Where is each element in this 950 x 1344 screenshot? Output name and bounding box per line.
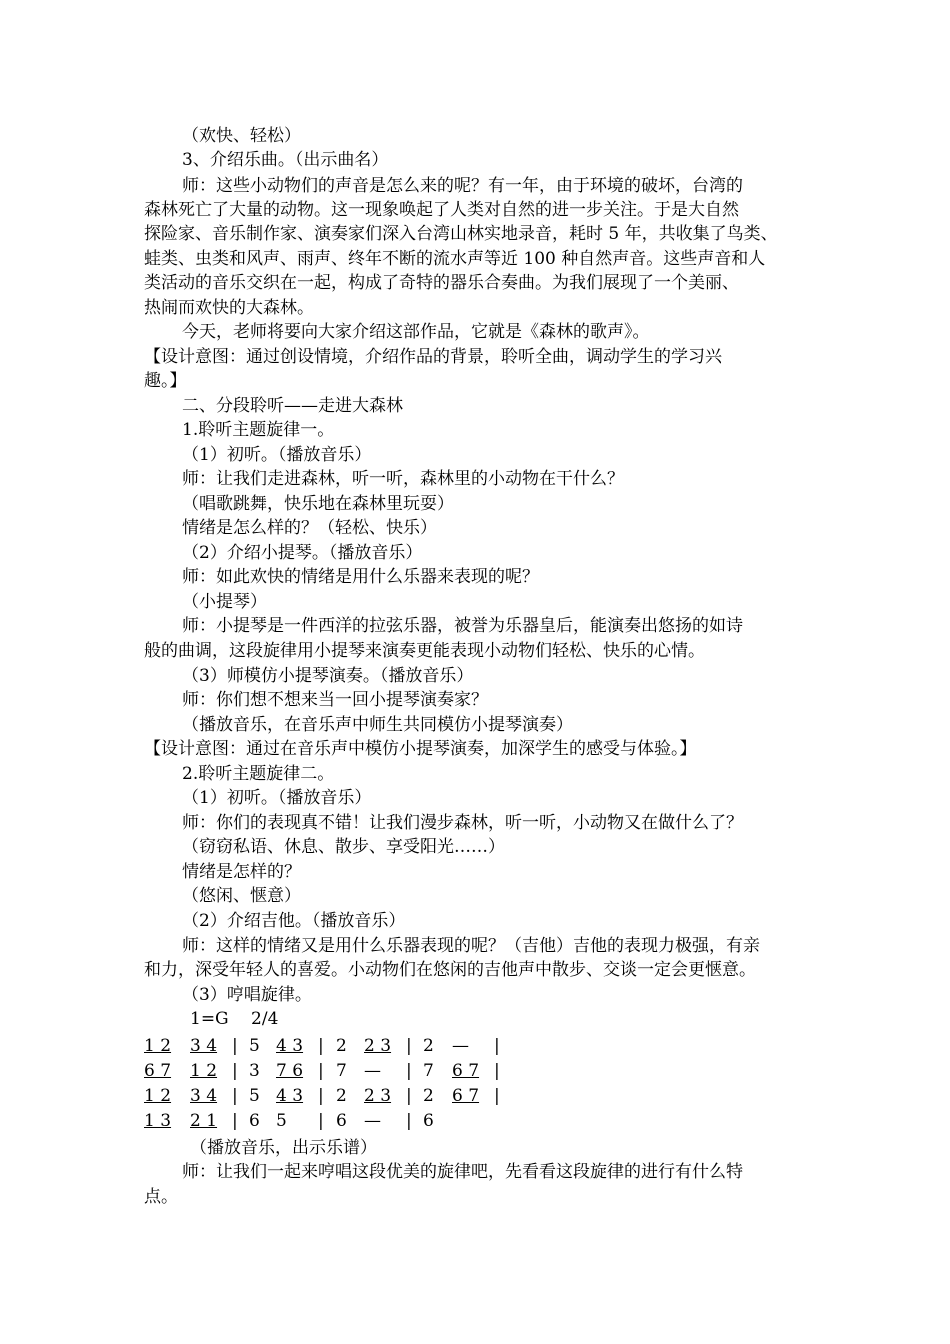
text-line: 森林死亡了大量的动物。这一现象唤起了人类对自然的进一步关注。于是大自然 <box>144 200 739 220</box>
bar-line: | <box>406 1086 412 1106</box>
score-note: 6 <box>336 1111 347 1131</box>
score-note: 2 3 <box>364 1086 392 1106</box>
score-note: 3 4 <box>190 1086 218 1106</box>
score-note: 5 <box>249 1086 260 1106</box>
score-note: 2 <box>423 1036 434 1056</box>
text-line: 师：小提琴是一件西洋的拉弦乐器，被誉为乐器皇后，能演奏出悠扬的如诗 <box>182 616 743 636</box>
bar-line: | <box>494 1036 500 1056</box>
bar-line: | <box>406 1061 412 1081</box>
text-line: 师：让我们一起来哼唱这段优美的旋律吧，先看看这段旋律的进行有什么特 <box>182 1162 743 1182</box>
text-line: （2）介绍小提琴。（播放音乐） <box>182 543 423 563</box>
text-line: （小提琴） <box>182 592 267 612</box>
text-line: 师：让我们走进森林，听一听，森林里的小动物在干什么？ <box>182 469 624 489</box>
score-note: 6 7 <box>452 1086 480 1106</box>
bar-line: | <box>318 1086 324 1106</box>
score-note: 1 2 <box>144 1036 172 1056</box>
bar-line: | <box>406 1036 412 1056</box>
score-note: 2 <box>423 1086 434 1106</box>
section-heading: 二、分段聆听——走进大森林 <box>182 396 403 416</box>
score-note: — <box>364 1111 381 1131</box>
text-line: （3）师模仿小提琴演奏。（播放音乐） <box>182 666 474 686</box>
text-line: （播放音乐，在音乐声中师生共同模仿小提琴演奏） <box>182 715 573 735</box>
score-note: 3 4 <box>190 1036 218 1056</box>
text-line: （3）哼唱旋律。 <box>182 985 312 1005</box>
score-note: 1 2 <box>144 1086 172 1106</box>
text-line: 【设计意图：通过创设情境，介绍作品的背景，聆听全曲，调动学生的学习兴 <box>144 347 722 367</box>
text-line: 探险家、音乐制作家、演奏家们深入台湾山林实地录音，耗时 5 年，共收集了鸟类、 <box>144 224 778 244</box>
bar-line: | <box>232 1036 238 1056</box>
bar-line: | <box>232 1061 238 1081</box>
text-line: 蛙类、虫类和风声、雨声、终年不断的流水声等近 100 种自然声音。这些声音和人 <box>144 249 766 269</box>
text-line: （唱歌跳舞，快乐地在森林里玩耍） <box>182 494 454 514</box>
text-line: 热闹而欢快的大森林。 <box>144 298 314 318</box>
text-line: 情绪是怎么样的？（轻松、快乐） <box>182 518 437 538</box>
text-line: （播放音乐，出示乐谱） <box>190 1138 377 1158</box>
score-note: 5 <box>276 1111 287 1131</box>
text-line: 情绪是怎样的？ <box>182 862 301 882</box>
text-line: 趣。】 <box>144 371 187 391</box>
score-note: 6 7 <box>144 1061 172 1081</box>
text-line: 师：你们的表现真不错！让我们漫步森林，听一听，小动物又在做什么了？ <box>182 813 743 833</box>
text-line: 和力，深受年轻人的喜爱。小动物们在悠闲的吉他声中散步、交谈一定会更惬意。 <box>144 960 756 980</box>
score-note: 3 <box>249 1061 260 1081</box>
text-line: 今天，老师将要向大家介绍这部作品，它就是《森林的歌声》。 <box>182 322 650 342</box>
score-note: 7 <box>336 1061 347 1081</box>
text-line: （悠闲、惬意） <box>182 886 301 906</box>
text-line: （2）介绍吉他。（播放音乐） <box>182 911 406 931</box>
text-line: 师：你们想不想来当一回小提琴演奏家？ <box>182 690 488 710</box>
bar-line: | <box>318 1036 324 1056</box>
text-line: （1）初听。（播放音乐） <box>182 445 372 465</box>
score-note: 2 <box>336 1036 347 1056</box>
subsection-heading: 2.聆听主题旋律二。 <box>182 764 335 784</box>
score-note: — <box>364 1061 381 1081</box>
score-note: 6 <box>249 1111 260 1131</box>
score-note: 5 <box>249 1036 260 1056</box>
score-note: 7 <box>423 1061 434 1081</box>
text-line: （1）初听。（播放音乐） <box>182 788 372 808</box>
bar-line: | <box>318 1061 324 1081</box>
score-note: 4 3 <box>276 1036 304 1056</box>
text-line: 类活动的音乐交织在一起，构成了奇特的器乐合奏曲。为我们展现了一个美丽、 <box>144 273 739 293</box>
text-line: 师：这些小动物们的声音是怎么来的呢？有一年，由于环境的破坏，台湾的 <box>182 176 743 196</box>
score-note: 2 3 <box>364 1036 392 1056</box>
score-note: — <box>452 1036 469 1056</box>
text-line: 师：如此欢快的情绪是用什么乐器来表现的呢？ <box>182 567 539 587</box>
text-line: 点。 <box>144 1187 178 1207</box>
text-line: 般的曲调，这段旋律用小提琴来演奏更能表现小动物们轻松、快乐的心情。 <box>144 641 705 661</box>
score-note: 2 <box>336 1086 347 1106</box>
subsection-heading: 1.聆听主题旋律一。 <box>182 420 335 440</box>
score-note: 6 7 <box>452 1061 480 1081</box>
bar-line: | <box>318 1111 324 1131</box>
text-line: 师：这样的情绪又是用什么乐器表现的呢？（吉他）吉他的表现力极强，有亲 <box>182 936 760 956</box>
score-note: 2 1 <box>190 1111 218 1131</box>
text-line: 【设计意图：通过在音乐声中模仿小提琴演奏，加深学生的感受与体验。】 <box>144 739 697 759</box>
key-signature: 1=G 2/4 <box>190 1009 279 1029</box>
bar-line: | <box>232 1086 238 1106</box>
score-note: 1 3 <box>144 1111 172 1131</box>
bar-line: | <box>232 1111 238 1131</box>
score-note: 6 <box>423 1111 434 1131</box>
bar-line: | <box>406 1111 412 1131</box>
bar-line: | <box>494 1061 500 1081</box>
text-line: 3、介绍乐曲。（出示曲名） <box>182 150 389 170</box>
score-note: 7 6 <box>276 1061 304 1081</box>
text-line: （欢快、轻松） <box>182 126 301 146</box>
bar-line: | <box>494 1086 500 1106</box>
score-note: 4 3 <box>276 1086 304 1106</box>
score-note: 1 2 <box>190 1061 218 1081</box>
text-line: （窃窃私语、休息、散步、享受阳光……） <box>182 837 505 857</box>
